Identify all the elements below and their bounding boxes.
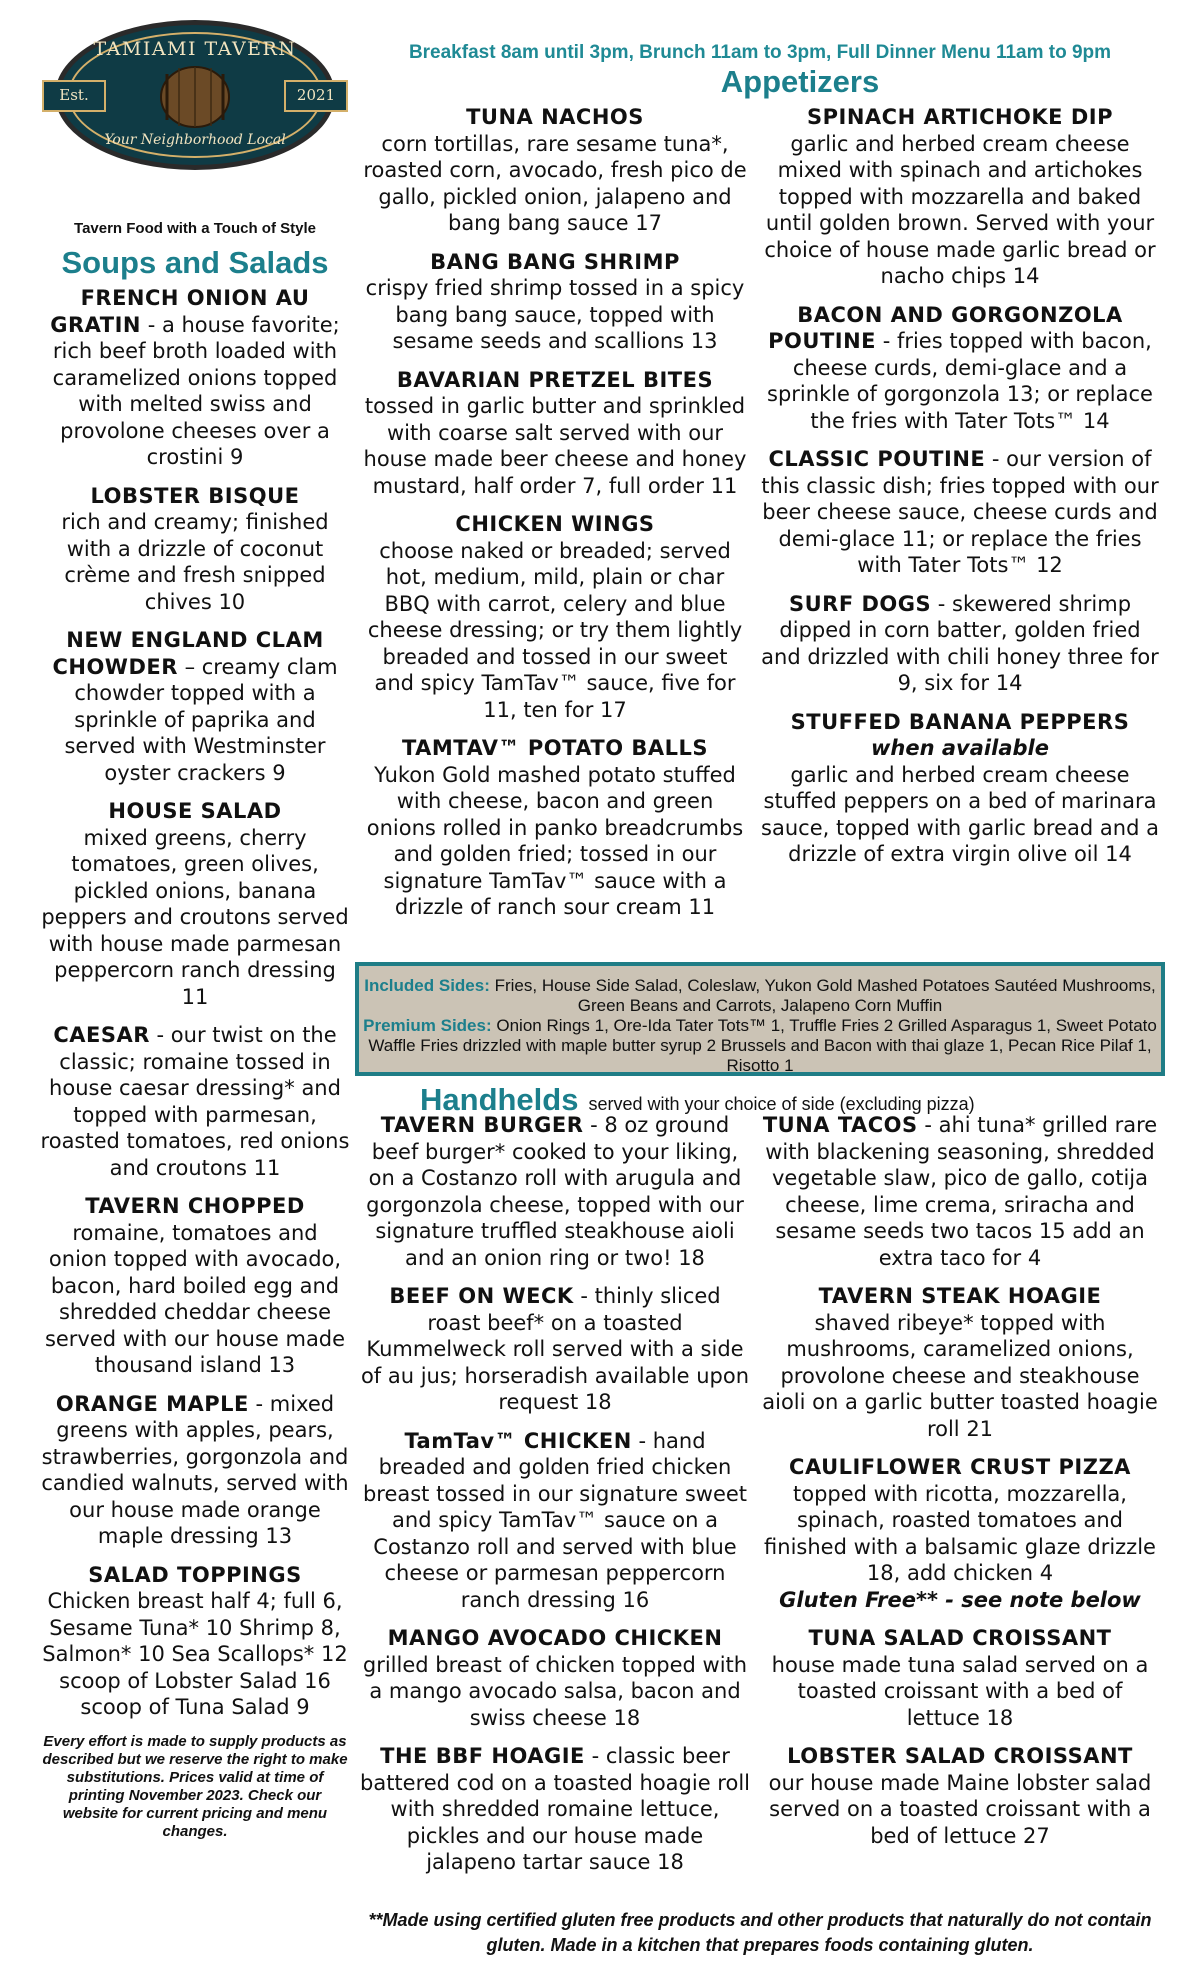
item-desc: grilled breast of chicken topped with a mango avocado salsa, bacon and swiss cheese 18	[362, 1652, 748, 1730]
gluten-free-note: Gluten Free** - see note below	[779, 1587, 1141, 1612]
menu-item	[760, 1112, 1160, 1271]
menu-item	[40, 1391, 350, 1550]
item-desc: shaved ribeye* topped with mushrooms, caramelized onions, provolone cheese and steakhouse aioli on a garlic butter toasted hoagie roll 21	[762, 1310, 1158, 1441]
item-desc: - our twist on the classic; romaine tossed in house caesar dressing* and topped with parmesan, roasted tomatoes, red onions and croutons 11	[40, 1023, 350, 1180]
item-desc: choose naked or breaded; served hot, medium, mild, plain or char BBQ with carrot, celery and blue cheese dressing; or try them lightly breaded and tossed in our sweet and spicy TamTav™ sauce, five for 11, ten for 17	[367, 538, 743, 722]
item-name: TamTav™ CHICKEN	[404, 1428, 632, 1453]
menu-item	[40, 1193, 350, 1379]
item-desc: - ahi tuna* grilled rare with blackening seasoning, shredded vegetable slaw, pico de gallo, cotija cheese, lime crema, sriracha and sesame seeds two tacos 15 add an extra taco for 4	[765, 1113, 1158, 1270]
logo-slogan: Your Neighborhood Local	[104, 132, 286, 148]
handhelds-column-right	[760, 1112, 1160, 1861]
premium-sides-list: Onion Rings 1, Ore-Ida Tater Tots™ 1, Truffle Fries 2 Grilled Asparagus 1, Sweet Potato Waffle Fries drizzled with maple butter syrup 2 Brussels and Bacon with thai glaze 1, Pecan Rice Pilaf 1, Risotto 1	[368, 1016, 1157, 1075]
sides-box	[355, 962, 1165, 1076]
item-name: TAVERN BURGER	[380, 1113, 584, 1137]
menu-item	[760, 591, 1160, 697]
item-desc: tossed in garlic butter and sprinkled with coarse salt served with our house made beer cheese and honey mustard, half order 7, full order 11	[363, 394, 747, 498]
item-name: FRENCH ONION AU GRATIN	[50, 286, 310, 337]
menu-item	[760, 446, 1160, 579]
menu-item	[360, 104, 750, 237]
availability-note: when available	[871, 736, 1049, 760]
item-name: BAVARIAN PRETZEL BITES	[396, 367, 714, 392]
item-name: MANGO AVOCADO CHICKEN	[387, 1626, 723, 1650]
handhelds-column-left	[360, 1112, 750, 1888]
soups-salads-title: Soups and Salads	[61, 245, 329, 280]
menu-item	[760, 1283, 1160, 1442]
menu-item	[360, 511, 750, 723]
appetizers-title: Appetizers	[720, 64, 880, 99]
item-name: ORANGE MAPLE	[55, 1391, 249, 1416]
item-name: HOUSE SALAD	[108, 799, 282, 823]
handhelds-title: Handhelds	[420, 1082, 579, 1117]
item-name: TUNA TACOS	[762, 1113, 918, 1137]
item-desc: - 8 oz ground beef burger* cooked to your liking, on a Costanzo roll with arugula and gorgonzola cheese, topped with our signature truffled steakhouse aioli and an onion ring or two! 18	[366, 1113, 744, 1270]
item-desc: - classic beer battered cod on a toasted hoagie roll with shredded romaine lettuce, pickles and our house made jalapeno tartar sauce 18	[360, 1744, 750, 1874]
logo-name: TAMIAMI TAVERN	[93, 38, 297, 60]
item-name: CAULIFLOWER CRUST PIZZA	[789, 1455, 1131, 1479]
item-name: SURF DOGS	[788, 591, 932, 616]
logo-year-badge: 2021	[284, 80, 348, 112]
item-desc: garlic and herbed cream cheese stuffed peppers on a bed of marinara sauce, topped with garlic bread and a drizzle of extra virgin olive oil 14	[761, 762, 1159, 866]
menu-item	[760, 1625, 1160, 1731]
item-desc: corn tortillas, rare sesame tuna*, roasted corn, avocado, fresh pico de gallo, pickled onion, jalapeno and bang bang sauce 17	[363, 131, 747, 235]
item-name: TAMTAV™ POTATO BALLS	[401, 736, 709, 760]
item-name: CLASSIC POUTINE	[768, 447, 986, 471]
item-desc: Yukon Gold mashed potato stuffed with cheese, bacon and green onions rolled in panko breadcrumbs and golden fried; tossed in our signature TamTav™ sauce with a drizzle of ranch sour cream 11	[366, 762, 744, 919]
menu-item	[40, 1562, 350, 1721]
menu-item	[40, 1022, 350, 1181]
item-desc: - mixed greens with apples, pears, strawberries, gorgonzola and candied walnuts, served with our house made orange maple dressing 13	[41, 1391, 349, 1548]
logo[interactable]	[40, 20, 350, 210]
item-desc: - a house favorite; rich beef broth loaded with caramelized onions topped with melted swiss and provolone cheeses over a crostini 9	[52, 312, 340, 469]
item-desc: garlic and herbed cream cheese mixed with spinach and artichokes topped with mozzarella and baked until golden brown. Served with your choice of house made garlic bread or nacho chips 14	[764, 131, 1156, 288]
tagline: Tavern Food with a Touch of Style	[74, 220, 316, 237]
included-sides-label: Included Sides:	[364, 976, 490, 995]
item-desc: topped with ricotta, mozzarella, spinach, roasted tomatoes and finished with a balsamic glaze drizzle 18, add chicken 4	[764, 1481, 1156, 1585]
item-name: LOBSTER BISQUE	[90, 483, 300, 508]
item-name: NEW ENGLAND CLAM CHOWDER	[52, 628, 324, 679]
item-name: TAVERN STEAK HOAGIE	[818, 1284, 1102, 1308]
item-desc: - thinly sliced roast beef* on a toasted Kummelweck roll served with a side of au jus; horseradish available upon request 18	[360, 1284, 750, 1414]
menu-item	[40, 627, 350, 786]
item-name: BACON AND GORGONZOLA POUTINE	[768, 302, 1123, 353]
item-desc: - hand breaded and golden fried chicken breast tossed in our signature sweet and spicy TamTav™ sauce on a Costanzo roll and served with blue cheese or parmesan peppercorn ranch dressing 16	[362, 1428, 748, 1612]
menu-item	[360, 1283, 750, 1416]
menu-item	[360, 1625, 750, 1731]
barrel-icon	[155, 62, 235, 132]
item-desc: romaine, tomatoes and onion topped with avocado, bacon, hard boiled egg and shredded cheddar cheese served with our house made thousand island 13	[44, 1220, 346, 1377]
menu-item	[40, 798, 350, 1010]
item-name: CAESAR	[53, 1023, 150, 1047]
menu-item	[40, 483, 350, 616]
item-name: BANG BANG SHRIMP	[430, 249, 680, 274]
menu-item	[760, 709, 1160, 868]
item-name: BEEF ON WECK	[389, 1284, 574, 1308]
appetizers-column-right	[760, 104, 1160, 880]
menu-item	[360, 735, 750, 921]
menu-item	[760, 1454, 1160, 1613]
item-name: SALAD TOPPINGS	[88, 1562, 302, 1587]
disclaimer: Every effort is made to supply products as described but we reserve the right to make substitutions. Prices valid at time of printing November 2023. Check our website for current pricing and menu changes.	[42, 1732, 348, 1840]
menu-item	[760, 302, 1160, 435]
item-name: LOBSTER SALAD CROISSANT	[787, 1744, 1133, 1768]
item-name: STUFFED BANANA PEPPERS	[790, 709, 1130, 734]
menu-item	[360, 1112, 750, 1271]
item-name: CHICKEN WINGS	[455, 512, 655, 536]
menu-item	[760, 104, 1160, 290]
premium-sides-label: Premium Sides:	[363, 1016, 492, 1035]
menu-item	[760, 1743, 1160, 1849]
item-desc: - fries topped with bacon, cheese curds, demi-glace and a sprinkle of gorgonzola 13; or replace the fries with Tater Tots™ 14	[767, 329, 1153, 433]
menu-item	[360, 1428, 750, 1614]
item-desc: - our version of this classic dish; fries topped with our beer cheese sauce, cheese curds and demi-glace 11; or replace the fries with Tater Tots™ 12	[761, 447, 1159, 577]
menu-item	[360, 249, 750, 355]
item-name: TAVERN CHOPPED	[85, 1194, 305, 1218]
item-desc: our house made Maine lobster salad served on a toasted croissant with a bed of lettuce 27	[768, 1770, 1152, 1848]
item-desc: mixed greens, cherry tomatoes, green olives, pickled onions, banana peppers and croutons served with house made parmesan peppercorn ranch dressing 11	[41, 825, 349, 1009]
item-name: TUNA NACHOS	[466, 105, 644, 129]
item-name: THE BBF HOAGIE	[380, 1744, 585, 1768]
item-desc: - skewered shrimp dipped in corn batter, golden fried and drizzled with chili honey three for 9, six for 14	[761, 591, 1159, 695]
menu-item	[40, 285, 350, 471]
item-desc: house made tuna salad served on a toasted croissant with a bed of lettuce 18	[771, 1652, 1149, 1730]
left-column	[40, 0, 350, 1841]
menu-item	[360, 1743, 750, 1876]
item-desc: rich and creamy; finished with a drizzle of coconut crème and fresh snipped chives 10	[61, 510, 329, 614]
appetizers-column-left	[360, 104, 750, 933]
menu-item	[360, 367, 750, 500]
included-sides-list: Fries, House Side Salad, Coleslaw, Yukon Gold Mashed Potatoes Sautéed Mushrooms, Green Beans and Carrots, Jalapeno Corn Muffin	[489, 976, 1156, 1015]
logo-est-badge: Est.	[42, 80, 106, 112]
handhelds-subtitle: served with your choice of side (excluding pizza)	[588, 1094, 975, 1114]
item-desc: Chicken breast half 4; full 6, Sesame Tuna* 10 Shrimp 8, Salmon* 10 Sea Scallops* 12 scoop of Lobster Salad 16 scoop of Tuna Salad 9	[42, 1589, 348, 1719]
hours-banner: Breakfast 8am until 3pm, Brunch 11am to 3pm, Full Dinner Menu 11am to 9pm	[408, 42, 1112, 63]
item-desc: crispy fried shrimp tossed in a spicy bang bang sauce, topped with sesame seeds and scallions 13	[365, 276, 745, 353]
item-desc: – creamy clam chowder topped with a sprinkle of paprika and served with Westminster oyster crackers 9	[64, 654, 338, 785]
gluten-footnote: **Made using certified gluten free products and other products that naturally do not contain gluten. Made in a kitchen that prepares foods containing gluten.	[368, 1910, 1152, 1955]
item-name: SPINACH ARTICHOKE DIP	[807, 105, 1113, 129]
item-name: TUNA SALAD CROISSANT	[808, 1626, 1112, 1650]
